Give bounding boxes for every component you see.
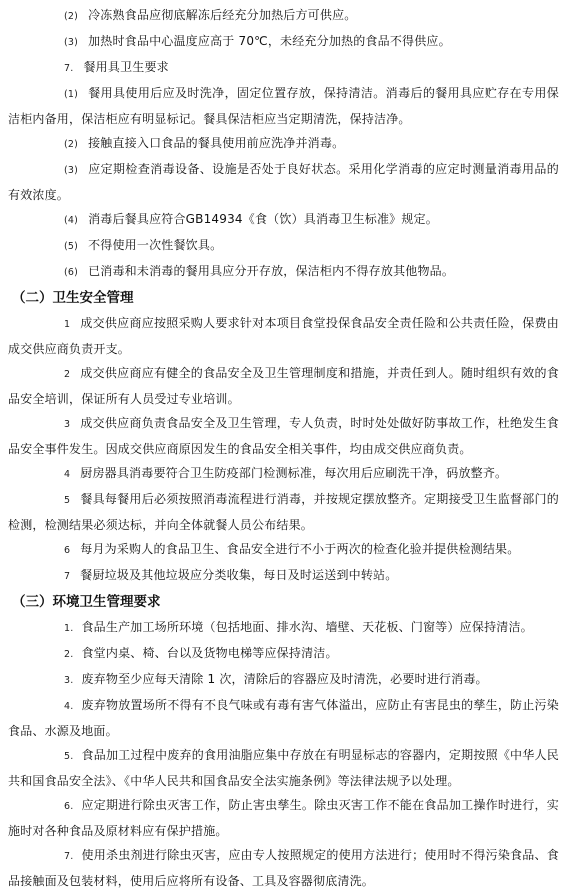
item-text: 使用杀虫剂进行除虫灭害，应由专人按照规定的使用方法进行；使用时不得污染食品、食品接触面及包装材料，使用后应将所有设备、工具及容器彻底清洗。 (8, 848, 559, 888)
item-number: 3. (64, 675, 74, 686)
list-item (8, 361, 559, 411)
list-item (8, 793, 559, 843)
item-number: 3 (64, 419, 71, 430)
item-number: 1. (64, 623, 74, 634)
item-text: 厨房器具消毒要符合卫生防疫部门检测标准，每次用后应刷洗干净，码放整齐。 (80, 466, 508, 480)
item-number: 4 (64, 469, 71, 480)
list-item (8, 207, 559, 233)
item-number: 5. (64, 751, 74, 762)
item-number: (6) (64, 267, 79, 278)
list-item (8, 29, 559, 55)
item-text: 餐具每餐用后必须按照消毒流程进行消毒，并按规定摆放整齐。定期接受卫生监督部门的检测，检测结果必须达标，并向全体就餐人员公布结果。 (8, 492, 559, 532)
item-text: 废弃物放置场所不得有不良气味或有毒有害气体溢出，应防止有害昆虫的孳生，防止污染食品、水源及地面。 (8, 698, 559, 738)
list-item (8, 487, 559, 537)
list-item (8, 81, 559, 131)
item-number: (2) (64, 139, 79, 150)
item-text: 接触直接入口食品的餐具使用前应洗净并消毒。 (88, 136, 345, 150)
item-text: 加热时食品中心温度应高于 70℃，未经充分加热的食品不得供应。 (88, 34, 451, 48)
item-text: 每月为采购人的食品卫生、食品安全进行不小于两次的检查化验并提供检测结果。 (80, 542, 520, 556)
item-text: 应定期检查消毒设备、设施是否处于良好状态。采用化学消毒的应定时测量消毒用品的有效浓度。 (8, 162, 559, 202)
item-number: (1) (64, 89, 79, 100)
item-number: 7 (64, 571, 71, 582)
item-number: (4) (64, 215, 79, 226)
item-text: 餐用具使用后应及时洗净，固定位置存放，保持清洁。消毒后的餐用具应贮存在专用保洁柜内备用，保洁柜应有明显标记。餐具保洁柜应当定期清洗，保持洁净。 (8, 86, 559, 126)
list-item (8, 131, 559, 157)
list-item (8, 157, 559, 207)
list-item (8, 641, 559, 667)
section-heading: （二）卫生安全管理 (12, 290, 134, 306)
item-number: 7. (64, 63, 74, 74)
list-item (8, 667, 559, 693)
subsection-title (8, 55, 559, 81)
item-number: 6 (64, 545, 71, 556)
list-item (8, 411, 559, 461)
item-text: 消毒后餐具应符合GB14934《食（饮）具消毒卫生标准》规定。 (88, 212, 438, 226)
item-number: (2) (64, 11, 79, 22)
section-heading: （三）环境卫生管理要求 (12, 594, 161, 610)
item-text: 餐厨垃圾及其他垃圾应分类收集，每日及时运送到中转站。 (80, 568, 398, 582)
list-item (8, 3, 559, 29)
item-number: 6. (64, 801, 74, 812)
item-text: 成交供应商应按照采购人要求针对本项目食堂投保食品安全责任险和公共责任险，保费由成交供应商负责开支。 (8, 316, 559, 356)
item-text: 不得使用一次性餐饮具。 (88, 238, 223, 252)
item-number: (3) (64, 37, 79, 48)
item-text: 食堂内桌、椅、台以及货物电梯等应保持清洁。 (81, 646, 338, 660)
item-number: (5) (64, 241, 79, 252)
item-text: 食品加工过程中废弃的食用油脂应集中存放在有明显标志的容器内，定期按照《中华人民共和国食品安全法》、《中华人民共和国食品安全法实施条例》等法律法规予以处理。 (8, 748, 559, 788)
item-number: 2 (64, 369, 71, 380)
item-number: (3) (64, 165, 79, 176)
item-text: 已消毒和未消毒的餐用具应分开存放，保洁柜内不得存放其他物品。 (88, 264, 455, 278)
list-item (8, 563, 559, 589)
item-number: 1 (64, 319, 71, 330)
item-number: 5 (64, 495, 71, 506)
item-number: 4. (64, 701, 74, 712)
item-text: 废弃物至少应每天清除 1 次，清除后的容器应及时清洗，必要时进行消毒。 (81, 672, 488, 686)
list-item (8, 311, 559, 361)
list-item (8, 843, 559, 893)
item-text: 成交供应商负责食品安全及卫生管理，专人负责，时时处处做好防事故工作，杜绝发生食品安全事件发生。因成交供应商原因发生的食品安全相关事件，均由成交供应商负责。 (8, 416, 559, 456)
list-item (8, 537, 559, 563)
list-item (8, 233, 559, 259)
list-item (8, 693, 559, 743)
list-item (8, 615, 559, 641)
item-text: 成交供应商应有健全的食品安全及卫生管理制度和措施，并责任到人。随时组织有效的食品安全培训，保证所有人员受过专业培训。 (8, 366, 559, 406)
item-text: 餐用具卫生要求 (83, 60, 169, 74)
list-item (8, 743, 559, 793)
list-item (8, 259, 559, 285)
item-text: 冷冻熟食品应彻底解冻后经充分加热后方可供应。 (88, 8, 357, 22)
list-item (8, 461, 559, 487)
item-text: 食品生产加工场所环境（包括地面、排水沟、墙壁、天花板、门窗等）应保持清洁。 (81, 620, 533, 634)
item-number: 2. (64, 649, 74, 660)
item-text: 应定期进行除虫灭害工作，防止害虫孳生。除虫灭害工作不能在食品加工操作时进行，实施时对各种食品及原材料应有保护措施。 (8, 798, 559, 838)
item-number: 7. (64, 851, 74, 862)
